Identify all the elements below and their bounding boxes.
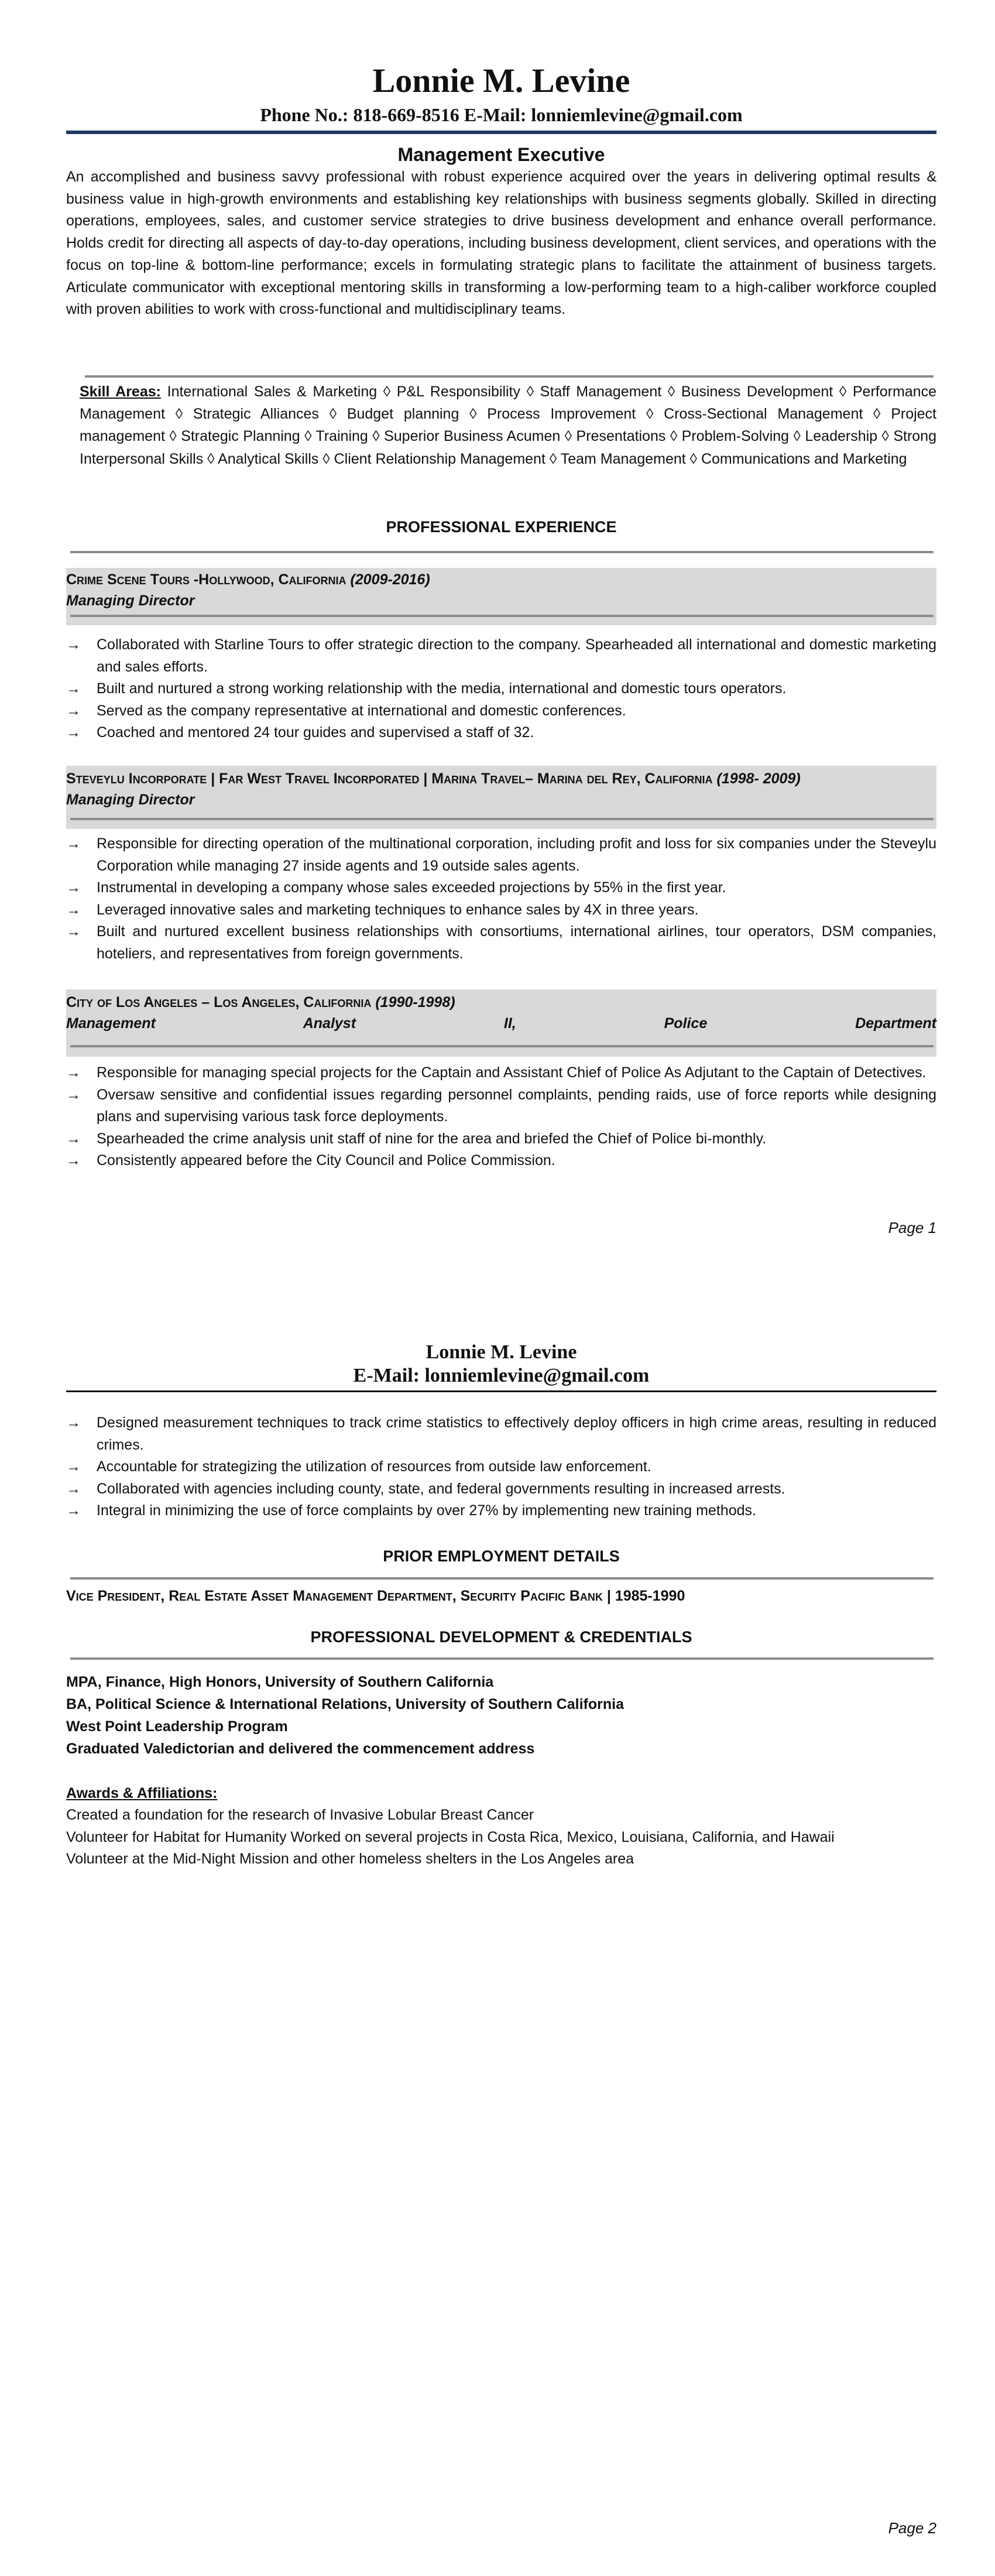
job-divider [70,818,934,820]
candidate-name: Lonnie M. Levine [426,1341,577,1363]
experience-divider [70,551,934,553]
page-number: Page 1 [888,1219,936,1236]
arrow-bullet-icon: → [66,1086,81,1103]
section-heading-credentials: PROFESSIONAL DEVELOPMENT & CREDENTIALS [310,1628,692,1646]
job-years: (1990-1998) [375,994,455,1010]
job-bullets [66,1062,936,1172]
list-item: → Coached and mentored 24 tour guides and supervised a staff of 32. [66,722,936,744]
award-item: Volunteer at the Mid-Night Mission and other homeless shelters in the Los Angeles area [66,1851,634,1868]
list-item: → Built and nurtured a strong working relationship with the media, international and domestic tours operators. [66,678,936,700]
list-item: → Leveraged innovative sales and marketing techniques to enhance sales by 4X in three years. [66,899,936,922]
arrow-bullet-icon: → [66,724,81,741]
credential-item: BA, Political Science & International Relations, University of Southern California [66,1696,624,1712]
skill-areas-label: Skill Areas: [80,383,161,400]
page-number: Page 2 [888,2519,936,2537]
summary-paragraph: An accomplished and business savvy professional with robust experience acquired over the years in delivering optimal results & business value in high-growth environments and establishing key relationships with business segments globally. Skilled in directing operations, employees, sales, and customer service strategies to drive business development and enhance overall performance. Holds credit for directing all aspects of day-to-day operations, including business development, client services, and operations with the focus on top-line & bottom-line performance; excels in formulating strategic plans to facilitate the attainment of business targets. Articulate communicator with exceptional mentoring skills in transforming a low-performing team to a high-caliber workforce coupled with proven abilities to work with cross-functional and multidisciplinary teams. [66,169,936,318]
credentials-list [66,1671,936,1760]
job-years: (1998- 2009) [716,770,801,787]
arrow-bullet-icon: → [66,901,81,918]
list-item: → Served as the company representative at international and domestic conferences. [66,700,936,722]
arrow-bullet-icon: → [66,702,81,719]
arrow-bullet-icon: → [66,879,81,896]
list-item: → Responsible for directing operation of the multinational corporation, including profit and loss for six companies under the Steveylu Corporation while managing 27 inside agents and 19 outside sales agents. [66,833,936,877]
arrow-bullet-icon: → [66,636,81,653]
award-item: Created a foundation for the research of Invasive Lobular Breast Cancer [66,1807,534,1823]
credential-item: West Point Leadership Program [66,1718,288,1735]
job-header [66,568,936,625]
list-item: → Accountable for strategizing the utilization of resources from outside law enforcement. [66,1456,936,1478]
job-bullets [66,833,936,965]
arrow-bullet-icon: → [66,680,81,697]
list-item: → Instrumental in developing a company whose sales exceeded projections by 55% in the first year. [66,877,936,899]
award-item: Volunteer for Habitat for Humanity Worked on several projects in Costa Rica, Mexico, Louisiana, California, and Hawaii [66,1828,835,1845]
list-item: → Oversaw sensitive and confidential issues regarding personnel complaints, pending raids, use of force reports while designing plans and supervising various task force deployments. [66,1084,936,1128]
arrow-bullet-icon: → [66,1458,81,1475]
arrow-bullet-icon: → [66,1414,81,1431]
job-role: Managing Director [66,792,195,808]
list-item: → Consistently appeared before the City Council and Police Commission. [66,1150,936,1172]
skill-areas-list: International Sales & Marketing ◊ P&L Responsibility ◊ Staff Management ◊ Business Development ◊ Performance Management ◊ Strategic Alliances ◊ Budget planning ◊ Process Improvement ◊ Cross-Sectional Management ◊ Project management ◊ Strategic Planning ◊ Training ◊ Superior Business Acumen ◊ Presentations ◊ Problem-Solving ◊ Leadership ◊ Strong Interpersonal Skills ◊ Analytical Skills ◊ Client Relationship Management ◊ Team Management ◊ Communications and Marketing [80,383,936,467]
job-company: Crime Scene Tours -Hollywood, California (2009-2016) [66,571,430,588]
credential-item: MPA, Finance, High Honors, University of Southern California [66,1674,494,1690]
list-item: → Built and nurtured excellent business relationships with consortiums, international airlines, tour operators, DSM companies, hoteliers, and representatives from foreign governments. [66,921,936,965]
section-heading-experience: PROFESSIONAL EXPERIENCE [386,518,617,536]
arrow-bullet-icon: → [66,923,81,940]
section-heading-prior-employment: PRIOR EMPLOYMENT DETAILS [383,1547,620,1565]
job-divider [70,615,934,617]
arrow-bullet-icon: → [66,1480,81,1497]
arrow-bullet-icon: → [66,1130,81,1147]
credentials-divider [70,1657,934,1660]
job-company: City of Los Angeles – Los Angeles, California (1990-1998) [66,994,455,1010]
professional-title: Management Executive [397,144,605,165]
candidate-name: Lonnie M. Levine [372,61,630,100]
job-divider [70,1045,934,1047]
list-item: → Responsible for managing special projects for the Captain and Assistant Chief of Police As Adjutant to the Captain of Detectives. [66,1062,936,1084]
list-item: → Integral in minimizing the use of force complaints by over 27% by implementing new training methods. [66,1500,936,1522]
arrow-bullet-icon: → [66,1064,81,1081]
job-years: (2009-2016) [350,571,430,588]
job-header [66,766,936,829]
credential-item: Graduated Valedictorian and delivered the commencement address [66,1741,535,1757]
list-item: → Collaborated with Starline Tours to offer strategic direction to the company. Spearheaded all international and domestic marketing and sales efforts. [66,634,936,678]
contact-line: Phone No.: 818-669-8516 E-Mail: lonniemlevine@gmail.com [260,104,743,125]
list-item: → Spearheaded the crime analysis unit staff of nine for the area and briefed the Chief of Police bi-monthly. [66,1128,936,1150]
job-company: Steveylu Incorporate | Far West Travel Incorporated | Marina Travel– Marina del Rey, California (1998- 2009) [66,770,801,787]
arrow-bullet-icon: → [66,835,81,852]
header-divider [66,1390,936,1392]
awards-label: Awards & Affiliations: [66,1785,218,1801]
job-bullets [66,634,936,744]
prior-divider [70,1577,934,1580]
skills-divider [85,375,934,378]
list-item: → Designed measurement techniques to track crime statistics to effectively deploy officers in high crime areas, resulting in reduced crimes. [66,1412,936,1456]
prior-role: Vice President, Real Estate Asset Management Department, Security Pacific Bank | 1985-1990 [66,1588,685,1604]
arrow-bullet-icon: → [66,1502,81,1519]
job-bullets [66,1412,936,1522]
job-role: Management Analyst II, Police Department [66,1015,936,1032]
list-item: → Collaborated with agencies including county, state, and federal governments resulting in increased arrests. [66,1478,936,1501]
job-role: Managing Director [66,592,195,609]
header-divider [66,131,936,134]
awards-section [66,1782,936,1871]
skill-areas [80,381,936,470]
contact-line: E-Mail: lonniemlevine@gmail.com [353,1365,650,1386]
job-header [66,989,936,1057]
arrow-bullet-icon: → [66,1152,81,1169]
